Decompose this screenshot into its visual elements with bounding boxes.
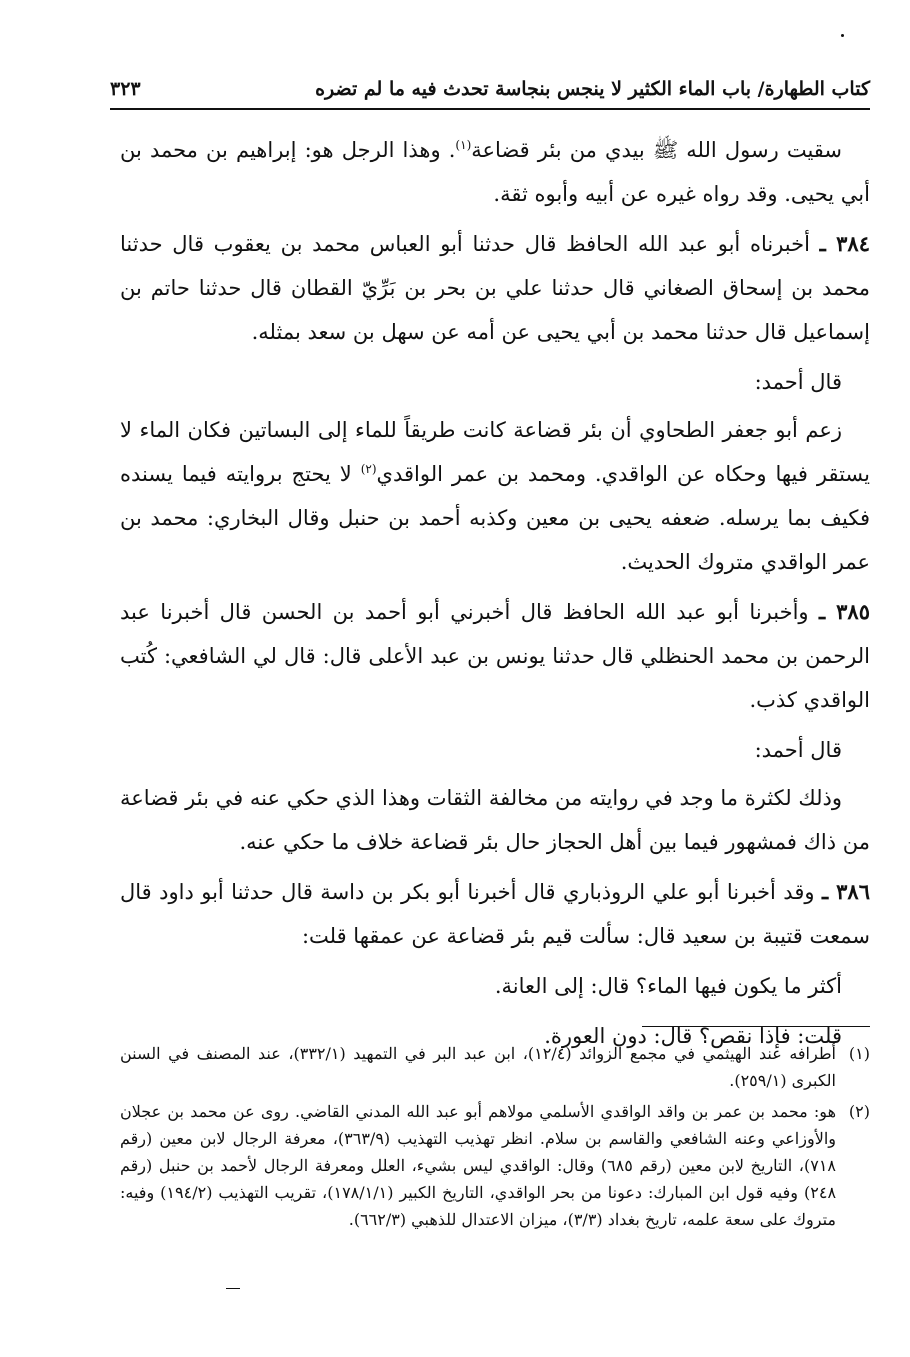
footnote-ref-2[interactable]: (٢) xyxy=(360,462,377,476)
footnote-mark: (١) xyxy=(848,1044,870,1063)
qala-ahmad-heading: قال أحمد: xyxy=(754,738,842,762)
paragraph-tahawi: زعم أبو جعفر الطحاوي أن بئر قضاعة كانت طريقاً للماء إلى البساتين فكان الماء لا يستقر فيها وحكاه عن الواقدي. ومحمد بن عمر الواقدي$^{(٢)}$ لا يحتج بروايته فيما يسنده فكيف بما يرسله. ضعفه يحيى بن معين وكذبه أحمد بن حنبل وقال البخاري: محمد بن عمر الواقدي متروك الحديث. xyxy=(120,418,870,574)
running-header xyxy=(110,72,870,106)
footnote-1 xyxy=(120,1040,870,1094)
footnote-separator xyxy=(642,1026,870,1027)
footnote-mark: (٢) xyxy=(848,1102,870,1121)
page-number: ٣٢٣ xyxy=(110,78,141,100)
main-text xyxy=(120,128,870,1064)
qala-ahmad-heading: قال أحمد: xyxy=(754,370,842,394)
dialogue-line: قلت: فإذا نقص؟ قال: دون العورة. xyxy=(544,1024,842,1048)
footnote-ref-1[interactable]: (١) xyxy=(455,138,472,152)
header-rule xyxy=(110,108,870,110)
header-title: كتاب الطهارة/ باب الماء الكثير لا ينجس بنجاسة تحدث فيه ما لم تضره xyxy=(315,78,870,100)
hadith-385: ٣٨٥ ـ وأخبرنا أبو عبد الله الحافظ قال أخبرني أبو أحمد بن الحسن قال أخبرنا عبد الرحمن بن محمد الحنظلي قال حدثنا يونس بن عبد الأعلى قال: قال لي الشافعي: كُتب الواقدي كذب. xyxy=(120,599,870,712)
footnotes xyxy=(120,1040,870,1237)
hadith-number: ٣٨٥ ـ xyxy=(818,599,870,624)
footnote-text: هو: محمد بن عمر بن واقد الواقدي الأسلمي مولاهم أبو عبد الله المدني القاضي. روى عن محمد بن عجلان والأوزاعي وعنه الشافعي والقاسم بن سلام. انظر تهذيب التهذيب (٣٦٣/٩)، معرفة الرجال لابن معين (رقم ٧١٨)، التاريخ لابن معين (رقم ٦٨٥) وقال: الواقدي ليس بشيء، العلل ومعرفة الرجال لأحمد بن حنبل (رقم ٢٤٨) وفيه قول ابن المبارك: دعونا من بحر الواقدي، التاريخ الكبير (١٧٨/١/١)، تقريب التهذيب (١٩٤/٢) وفيه: متروك على سعة علمه، تاريخ بغداد (٣/٣)، ميزان الاعتدال للذهبي (٦٦٢/٣). xyxy=(120,1102,837,1229)
hadith-number: ٣٨٤ ـ xyxy=(819,231,870,256)
scan-speck xyxy=(841,34,844,37)
paragraph-commentary: وذلك لكثرة ما وجد في روايته من مخالفة الثقات وهذا الذي حكي عنه في بئر قضاعة من ذاك فمشهور فيما بين أهل الحجاز حال بئر قضاعة خلاف ما حكي عنه. xyxy=(120,786,870,854)
footnote-text: أطرافه عند الهيثمي في مجمع الزوائد (١٢/٤)، ابن عبد البر في التمهيد (٣٣٢/١)، عند المصنف في السنن الكبرى (٢٥٩/١). xyxy=(120,1044,836,1090)
hadith-number: ٣٨٦ ـ xyxy=(821,879,870,904)
paragraph-continuation: سقيت رسول الله ﷺ بيدي من بئر قضاعة$^{(١)}$. وهذا الرجل هو: إبراهيم بن محمد بن أبي يحيى. وقد رواه غيره عن أبيه وأبوه ثقة. xyxy=(120,138,870,206)
dialogue-line: أكثر ما يكون فيها الماء؟ قال: إلى العانة. xyxy=(494,974,842,998)
scan-mark xyxy=(226,1288,240,1289)
footnote-2 xyxy=(120,1098,870,1233)
hadith-384: ٣٨٤ ـ أخبرناه أبو عبد الله الحافظ قال حدثنا أبو العباس محمد بن يعقوب قال حدثنا محمد بن إسحاق الصغاني قال حدثنا علي بن بحر بن بَرِّيّ القطان قال حدثنا حاتم بن إسماعيل قال حدثنا محمد بن أبي يحيى عن أمه عن سهل بن سعد بمثله. xyxy=(120,231,870,344)
hadith-386: ٣٨٦ ـ وقد أخبرنا أبو علي الروذباري قال أخبرنا أبو بكر بن داسة قال حدثنا أبو داود قال سمعت قتيبة بن سعيد قال: سألت قيم بئر قضاعة عن عمقها قلت: xyxy=(120,879,870,948)
